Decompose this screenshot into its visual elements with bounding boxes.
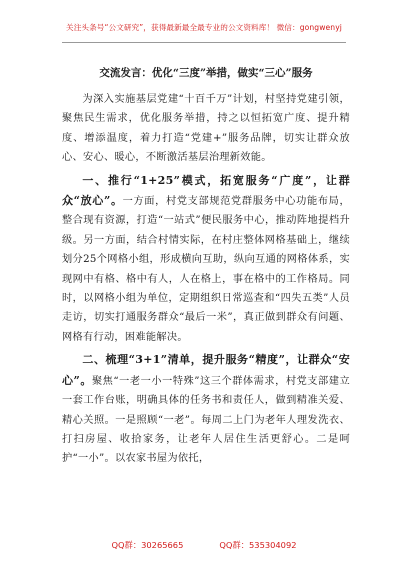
section-1-body: 一方面，村党支部规范党群服务中心功能布局，整合现有资源，打造“一站式”便民服务中心，推动阵地提档升级。另一方面，结合村情实际，在村庄整体网格基础上，继续划分25个网格小组，形成横向互助，纵向互通的网格体系，实现网中有格、格中有人，人在格上，事在格中的工作格局。同时，以网格小组为单位，定期组织日常巡查和“四失五类”人员走访，切实打通服务群众“最后一米”，真正做到群众有问题、网格有行动，困难能解决。 <box>62 196 350 343</box>
promo-header: 关注头条号“公文研究”，获得最新最全最专业的公文资料库！ 微信：gongwenyj <box>66 23 342 32</box>
section-1-heading: 一、推行“1+25”模式，拓宽服务“广度”，让群众“放心”。 <box>62 173 350 208</box>
document-title: 交流发言：优化“三度”举措，做实“三心”服务 <box>99 67 313 79</box>
qq-group-1: QQ群：30265665 <box>111 540 184 550</box>
intro-paragraph: 为深入实施基层党建“十百千万”计划，村坚持党建引领，聚焦民生需求，优化服务举措，持之以恒拓宽广度、提升精度、增添温度，着力打造“党建+”服务品牌，切实让群众放心、安心、暖心，不断激活基层治理新效能。 <box>62 94 350 164</box>
section-2-body: 聚焦“一老一小一特殊”这三个群体需求，村党支部建立一套工作台账，明确具体的任务书和责任人，做到精准关爱、精心关照。一是照顾“一老”。每周二上门为老年人理发洗衣、打扫房屋、收拾家务，让老年人居住生活更舒心。二是呵护“一小”。以农家书屋为依托， <box>62 375 350 465</box>
document-body <box>62 65 350 469</box>
promo-footer <box>0 539 408 551</box>
qq-group-2: QQ群：535304092 <box>219 540 297 550</box>
section-1-paragraph <box>62 171 350 348</box>
section-2-heading: 二、梳理“3+1”清单，提升服务“精度”，让群众“安心”。 <box>62 353 350 387</box>
section-2-paragraph <box>62 350 350 468</box>
header-divider <box>62 42 346 43</box>
